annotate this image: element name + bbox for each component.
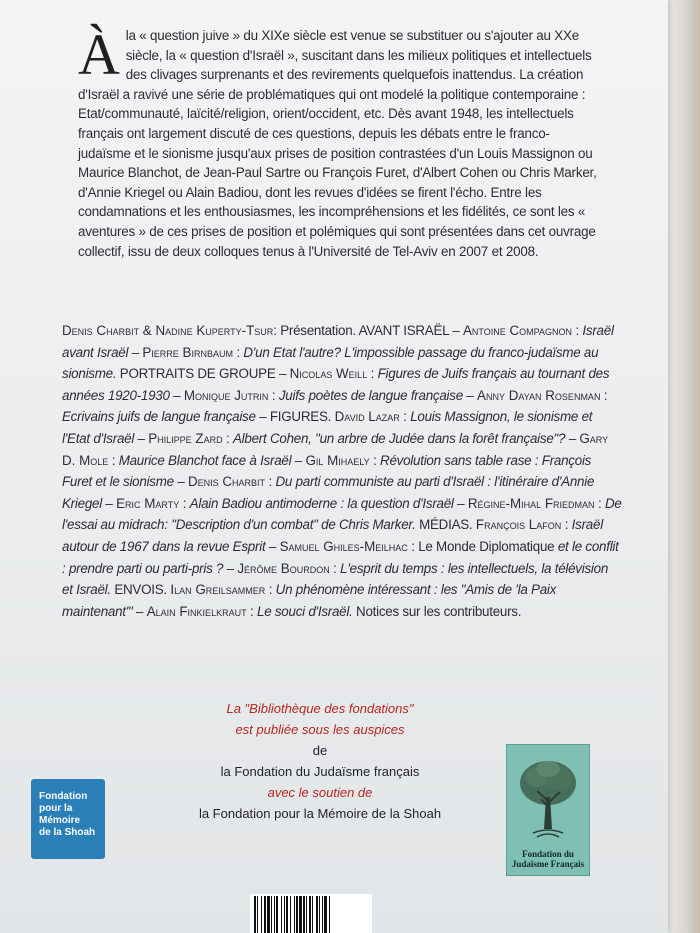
chapter-title: Révolution sans table rase : François Furet et le sionisme	[62, 452, 592, 490]
contributor-name: Anny Dayan Rosenman	[477, 387, 601, 403]
barcode-bar	[276, 896, 278, 933]
contributor-name: Gary D. Mole	[62, 430, 609, 468]
barcode-bar	[257, 896, 258, 933]
contributor-name: Denis Charbit & Nadine Kuperty-Tsur	[62, 323, 274, 338]
contents-text: :	[232, 344, 244, 360]
intro-paragraph	[78, 22, 598, 261]
contents-text: –	[223, 560, 238, 576]
contents-text: :	[594, 495, 605, 511]
barcode-bar	[271, 896, 272, 933]
contents-text: –	[132, 603, 147, 619]
chapter-title: Juifs poètes de langue française	[278, 387, 463, 403]
chapter-title: Ecrivains juifs de langue française	[62, 409, 256, 425]
contributor-name: Ilan Greilsammer	[170, 582, 266, 598]
barcode-bar	[294, 896, 295, 933]
contributor-name: Samuel Ghiles-Meilhac	[279, 538, 408, 554]
contents-text: –	[134, 430, 149, 446]
drop-cap: À	[78, 22, 120, 87]
barcode	[250, 894, 372, 933]
chapter-title: Albert Cohen, "un arbre de Judée dans la forêt française"?	[233, 430, 566, 446]
barcode-bar	[329, 896, 330, 933]
colophon-line-5: avec le soutien de	[267, 785, 373, 800]
contents-text: : Présentation. AVANT ISRAËL –	[273, 323, 463, 338]
contents-text: –	[101, 495, 117, 511]
colophon-line-4: la Fondation du Judaïsme français	[220, 764, 420, 779]
contents-text: –	[265, 538, 280, 554]
contents-text: –	[453, 495, 468, 511]
chapter-title: Du parti communiste au parti d'Israël : l'itinéraire d'Annie Kriegel	[62, 474, 595, 511]
contributor-name: Régine-Mihal Friedman	[467, 495, 595, 511]
barcode-bar	[274, 896, 275, 933]
fjf-caption-line: Fondation du	[522, 849, 574, 859]
barcode-bar	[281, 896, 282, 933]
chapter-title: et le conflit : prendre parti ou parti-pris ?	[62, 538, 619, 576]
barcode-bar	[322, 896, 323, 933]
contents-text: :	[246, 603, 257, 619]
barcode-bar	[312, 896, 313, 933]
contents-text: :	[179, 495, 190, 511]
contents-text: –	[565, 430, 580, 446]
contents-text: :	[369, 452, 381, 468]
contents-text: : Le Monde Diplomatique	[407, 538, 558, 554]
contributor-name: Denis Charbit	[187, 474, 266, 490]
chapter-title: Louis Massignon, le sionisme et l'Etat d'Israël	[62, 409, 593, 446]
contents-text: :	[222, 430, 233, 446]
barcode-bar	[267, 896, 270, 933]
fjf-caption-line: Judaïsme Français	[511, 859, 585, 869]
barcode-bar	[303, 896, 305, 933]
fjf-caption	[507, 849, 589, 869]
contents-text: :	[399, 409, 411, 425]
colophon-line-6: la Fondation pour la Mémoire de la Shoah	[198, 806, 442, 821]
contents-text: :	[600, 387, 608, 403]
chapter-title: Figures de Juifs français au tournant des années 1920-1930	[62, 366, 610, 403]
contents-text: :	[265, 582, 276, 598]
chapter-title: De l'essai au midrach: "Description d'un combat" de Chris Marker.	[62, 495, 622, 533]
barcode-bar	[309, 896, 311, 933]
contents-text: :	[367, 366, 378, 382]
contents-text: MÉDIAS.	[415, 517, 476, 533]
contents-text: :	[268, 387, 279, 403]
contents-text: :	[108, 452, 119, 468]
tree-icon	[515, 757, 581, 845]
chapter-title: L'esprit du temps : les intellectuels, la télévision et Israël.	[62, 560, 609, 598]
barcode-bar	[290, 896, 291, 933]
barcode-bar	[286, 896, 288, 933]
contents-text: –	[169, 387, 184, 403]
barcode-bar	[324, 896, 327, 933]
chapter-title: Israël avant Israël	[62, 323, 614, 360]
barcode-bar	[319, 896, 320, 933]
chapter-title: Maurice Blanchot face à Israël	[118, 452, 292, 468]
contributor-name: Eric Marty	[116, 495, 180, 511]
contributor-name: Philippe Zard	[148, 430, 223, 446]
contributor-name: Alain Finkielkraut	[146, 603, 247, 619]
contents-text: :	[561, 517, 572, 533]
chapter-title: D'un Etat l'autre? L'impossible passage du franco-judaïsme au sionisme.	[62, 344, 599, 382]
contents-text: ENVOIS.	[110, 582, 171, 598]
contents-text: :	[265, 474, 276, 490]
intro-text: la « question juive » du XIXe siècle est venue se substituer ou s'ajouter au XXe siècle, la « question d'Israël », suscitant dans les milieux politiques et intellectuels des clivages surprenants et des revirements quelquefois inattendus. La création d'Israël a ravivé une série de problématiques qui ont modelé la politique contemporaine : Etat/communauté, laïcité/religion, orient/occident, etc. Dès avant 1948, les intellectuels français ont largement discuté de ces questions, depuis les débats entre le franco-judaïsme et le sionisme jusqu'aux prises de position contrastées d'un Louis Massignon ou Maurice Blanchot, de Jean-Paul Sartre ou François Furet, d'Albert Cohen ou Chris Marker, d'Annie Kriegel ou Alain Badiou, dont les revues d'idées se firent l'écho. Entre les condamnations et les enthousiasmes, les incompréhensions et les fidélités, ce sont les « aventures » de ces prises de position et polémiques qui sont présentées dans cet ouvrage collectif, issu de deux colloques tenus à l'Université de Tel-Aviv en 2007 et 2008.	[78, 28, 597, 259]
barcode-bar	[299, 896, 302, 933]
contents-text: –	[173, 474, 188, 490]
contents-text: PORTRAITS DE GROUPE –	[116, 366, 290, 382]
contents-text: –	[291, 452, 306, 468]
fjf-foundation-logo	[506, 744, 590, 876]
barcode-bar	[284, 896, 285, 933]
contents-text: :	[572, 323, 583, 338]
contributor-name: Nicolas Weill	[289, 366, 368, 382]
contents-text: :	[329, 560, 341, 576]
table-of-contents	[62, 320, 622, 622]
barcode-bar	[306, 896, 307, 933]
contents-text: – FIGURES.	[255, 409, 335, 425]
contents-text: –	[128, 344, 143, 360]
background-edge	[668, 0, 700, 933]
contributor-name: Jérôme Bourdon	[237, 560, 330, 576]
shoah-logo-line: Fondation	[39, 791, 88, 802]
chapter-title: Le souci d'Israël.	[257, 603, 353, 619]
chapter-title: Israël autour de 1967 dans la revue Esprit	[62, 517, 603, 554]
contributor-name: Monique Jutrin	[183, 387, 269, 403]
barcode-bar	[261, 896, 262, 933]
barcode-bars	[250, 894, 372, 933]
shoah-logo-line: de la Shoah	[39, 827, 96, 838]
contributor-name: Antoine Compagnon	[463, 323, 572, 338]
contributor-name: David Lazar	[334, 409, 400, 425]
barcode-bar	[296, 896, 298, 933]
contents-text: –	[462, 387, 478, 403]
colophon-line-2: est publiée sous les auspices	[235, 722, 405, 737]
barcode-bar	[264, 896, 266, 933]
shoah-logo-line: pour la	[39, 803, 73, 814]
colophon-line-1: La "Bibliothèque des fondations"	[226, 701, 414, 716]
contributor-name: François Lafon	[475, 517, 562, 533]
contents-text: Notices sur les contributeurs.	[352, 603, 522, 619]
chapter-title: Un phénomène intéressant : les "Amis de 'la Paix maintenant'"	[62, 582, 557, 619]
barcode-bar	[254, 896, 256, 933]
colophon-line-3: de	[312, 743, 328, 758]
chapter-title: Alain Badiou antimoderne : la question d'Israël	[189, 495, 454, 511]
contributor-name: Gil Mihaely	[305, 452, 370, 468]
shoah-foundation-logo	[31, 779, 105, 859]
shoah-logo-line: Mémoire	[39, 815, 81, 826]
barcode-bar	[316, 896, 318, 933]
colophon	[150, 698, 490, 824]
contributor-name: Pierre Birnbaum	[142, 344, 233, 360]
